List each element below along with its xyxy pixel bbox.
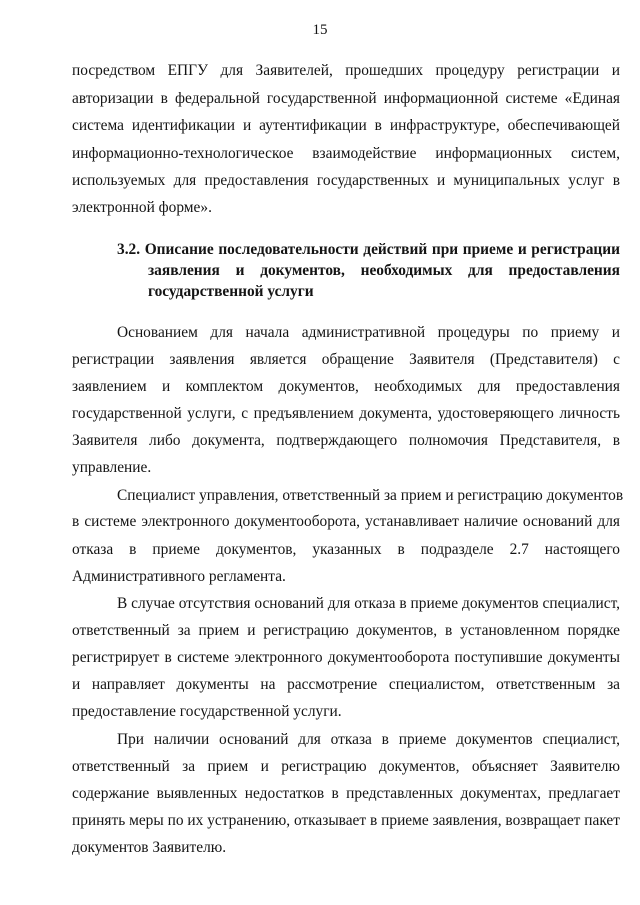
paragraph-line: Специалист управления, ответственный за прием и регистрацию документов (117, 487, 624, 504)
section-heading: 3.2. Описание последовательности действий при приеме и регистрации (117, 241, 620, 258)
paragraph-line: ответственный за прием и регистрацию документов, в установленном порядке (72, 622, 620, 639)
intro-line: авторизации в федеральной государственной информационной системе «Единая (72, 90, 620, 107)
paragraph-line: управление. (72, 459, 152, 476)
section-heading: заявления и документов, необходимых для предоставления (148, 262, 620, 279)
paragraph-line: в системе электронного документооборота, устанавливает наличие оснований для (72, 513, 620, 530)
paragraph-line: Заявителя либо документа, подтверждающего полномочия Представителя, в (72, 432, 620, 449)
paragraph-line: государственной услуги, с предъявлением документа, удостоверяющего личность (72, 405, 620, 422)
paragraph-line: отказа в приеме документов, указанных в подразделе 2.7 настоящего (72, 541, 620, 558)
intro-line: посредством ЕПГУ для Заявителей, прошедших процедуру регистрации и (72, 62, 620, 79)
paragraph-line: ответственный за прием и регистрацию документов, объясняет Заявителю (72, 758, 620, 775)
intro-line: электронной форме». (72, 199, 212, 216)
paragraph-line: При наличии оснований для отказа в приеме документов специалист, (117, 731, 620, 748)
paragraph-line: документов Заявителю. (72, 839, 227, 856)
intro-line: система идентификации и аутентификации в инфраструктуре, обеспечивающей (72, 117, 620, 134)
paragraph-line: заявлением и комплектом документов, необходимых для предоставления (72, 378, 620, 395)
paragraph-line: принять меры по их устранению, отказывает в приеме заявления, возвращает пакет (72, 812, 620, 829)
intro-line: информационно-технологическое взаимодействие информационных систем, (72, 145, 620, 162)
paragraph-line: В случае отсутствия оснований для отказа в приеме документов специалист, (117, 595, 620, 612)
paragraph-line: регистрации заявления является обращение Заявителя (Представителя) с (72, 351, 620, 368)
paragraph-line: регистрирует в системе электронного документооборота поступившие документы (72, 649, 620, 666)
paragraph-line: и направляет документы на рассмотрение специалистом, ответственным за (72, 676, 620, 693)
page-number: 15 (312, 22, 328, 38)
paragraph-line: Основанием для начала административной процедуры по приему и (117, 324, 620, 341)
intro-line: используемых для предоставления государственных и муниципальных услуг в (72, 172, 620, 189)
section-heading: государственной услуги (148, 283, 314, 300)
paragraph-line: содержание выявленных недостатков в представленных документах, предлагает (72, 785, 620, 802)
paragraph-line: предоставление государственной услуги. (72, 703, 342, 720)
paragraph-line: Административного регламента. (72, 568, 286, 585)
